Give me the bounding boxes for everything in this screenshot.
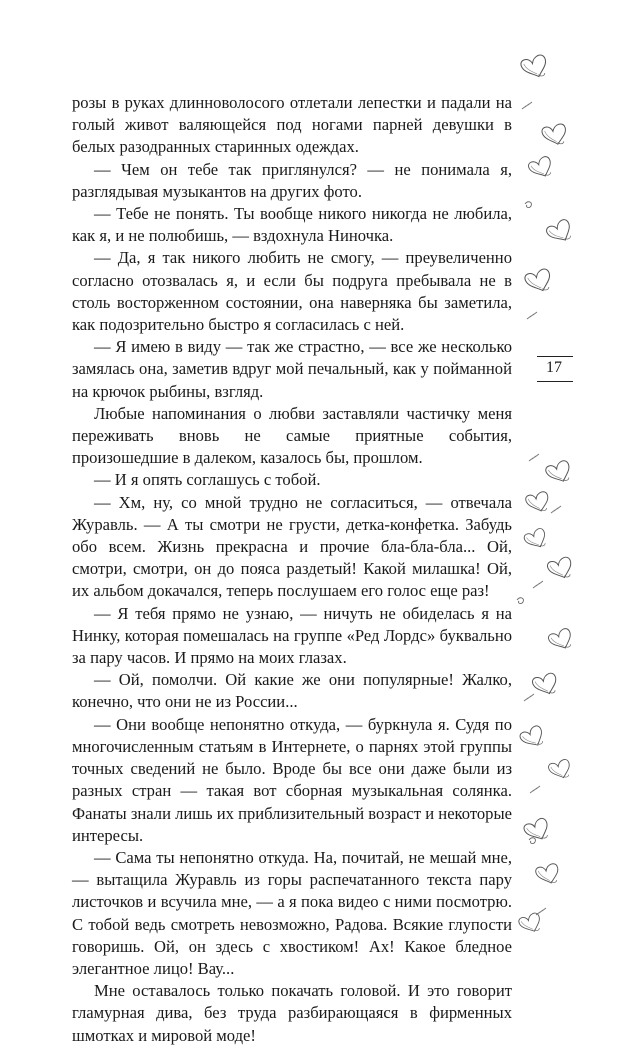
paragraph: — Они вообще непонятно откуда, — буркнула я. Судя по многочисленным статьям в Интернете, о парнях этой группы точных сведений не было. Вроде бы все они даже были из разных стран — такая вот сборная музыкальная солянка. Фанаты знали лишь их приблизительный возраст и некоторые интересы. (72, 714, 512, 845)
page-number-rule-top (537, 356, 573, 357)
paragraph: — И я опять соглашусь с тобой. (94, 470, 321, 490)
paragraph: розы в руках длинноволосого отлетали лепестки и падали на голый живот валяющейся под ногами парней девушки в белых разодранных старинных одеждах. (72, 93, 512, 157)
paragraph: Любые напоминания о любви заставляли частичку меня переживать вновь не самые приятные события, произошедшие в далеком, казалось бы, прошлом. (72, 403, 512, 468)
book-text (72, 92, 512, 1047)
page-number-rule-bottom (537, 381, 573, 382)
heart-swirl-icon (505, 0, 618, 1000)
paragraph: — Я имею в виду — так же страстно, — все же несколько замялась она, заметив вдруг мой печальный, как у пойманной на крючок рыбины, взгляд. (72, 337, 512, 401)
paragraph: — Я тебя прямо не узнаю, — ничуть не обиделась я на Нинку, которая помешалась на группе «Ред Лордс» буквально за пару часов. И прямо на моих глазах. (72, 603, 512, 668)
paragraph: Мне оставалось только покачать головой. И это говорит гламурная дива, без труда разбирающаяся в фирменных шмотках и мировой моде! (72, 981, 512, 1045)
paragraph: — Хм, ну, со мной трудно не согласиться, — отвечала Журавль. — А ты смотри не грусти, детка-конфетка. Забудь обо всем. Жизнь прекрасна и прочие бла-бла-бла... Ой, смотри, смотри, он до пояса раздетый! Какой милашка! Ой, их альбом докачался, теперь послушаем его голос еще раз! (72, 492, 512, 601)
page-number: 17 (546, 359, 562, 376)
paragraph: — Ой, помолчи. Ой какие же они популярные! Жалко, конечно, что они не из России... (72, 670, 512, 712)
paragraph: — Сама ты непонятно откуда. На, почитай, не мешай мне, — вытащила Журавль из горы распечатанного текста пару листочков и всучила мне, — а я пока видео с ними посмотрю. С тобой ведь смотреть невозможно, Радова. Всякие глупости говоришь. Ой, он здесь с хвостиком! Ах! Какое бледное элегантное лицо! Вау... (72, 847, 512, 978)
paragraph: — Да, я так никого любить не смогу, — преувеличенно согласно отозвалась я, и если бы подруга пребывала не в столь восторженном состоянии, она наверняка бы заметила, как подозрительно быстро я согласилась с ней. (72, 248, 512, 335)
paragraph: — Чем он тебе так приглянулся? — не понимала я, разглядывая музыкантов на других фото. (72, 159, 512, 201)
paragraph: — Тебе не понять. Ты вообще никого никогда не любила, как я, и не полюбишь, — вздохнула Ниночка. (72, 204, 512, 246)
